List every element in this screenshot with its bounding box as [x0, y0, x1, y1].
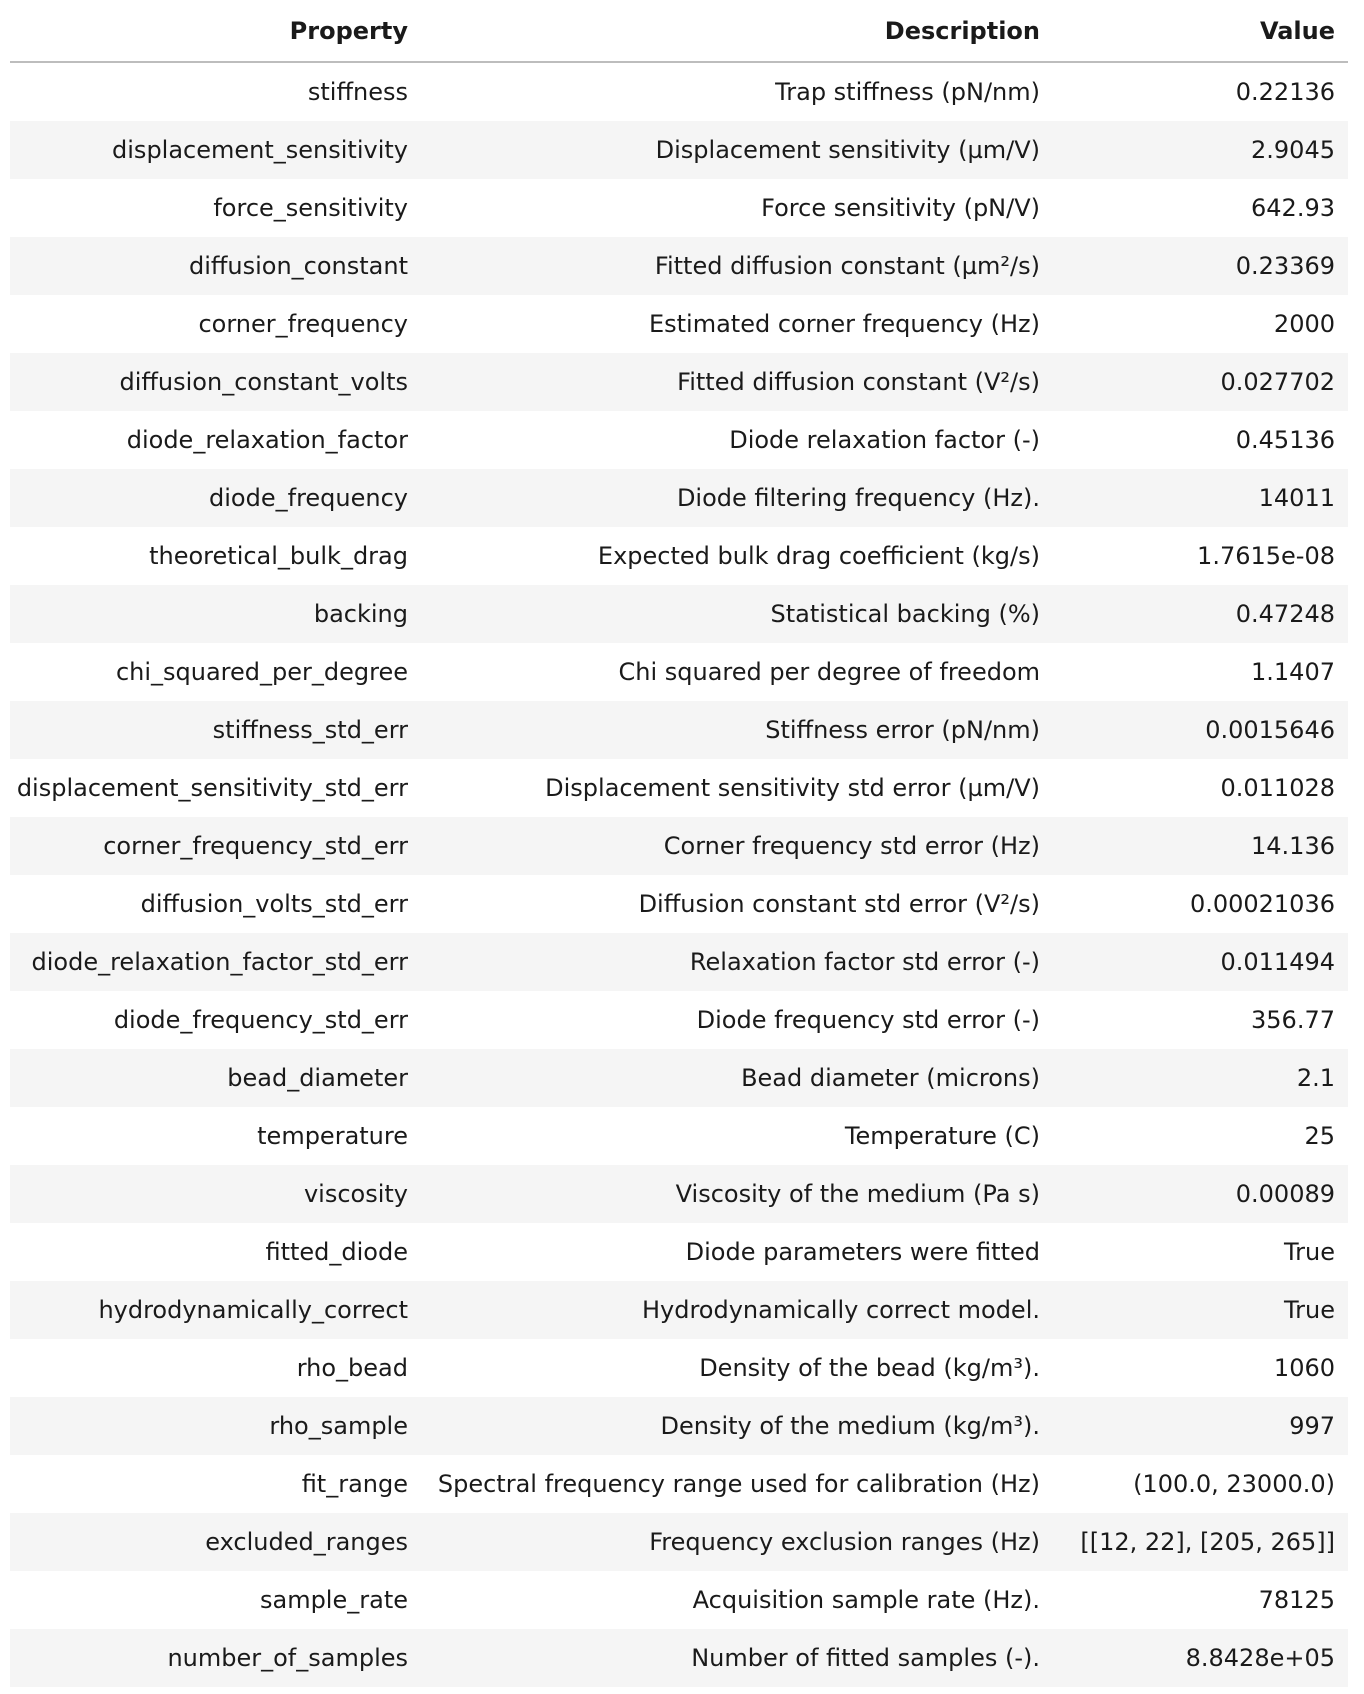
- cell-value: 1060: [1053, 1339, 1348, 1397]
- cell-property: diffusion_constant_volts: [10, 353, 421, 411]
- table-row: [10, 585, 1348, 643]
- table-row: [10, 1339, 1348, 1397]
- cell-description: Force sensitivity (pN/V): [421, 179, 1053, 237]
- cell-value: (100.0, 23000.0): [1053, 1455, 1348, 1513]
- header-description: Description: [421, 0, 1053, 62]
- cell-property: diode_relaxation_factor_std_err: [10, 933, 421, 991]
- cell-value: 0.45136: [1053, 411, 1348, 469]
- header-row: [10, 0, 1348, 62]
- cell-description: Stiffness error (pN/nm): [421, 701, 1053, 759]
- cell-description: Viscosity of the medium (Pa s): [421, 1165, 1053, 1223]
- cell-value: True: [1053, 1223, 1348, 1281]
- cell-description: Relaxation factor std error (-): [421, 933, 1053, 991]
- cell-property: rho_bead: [10, 1339, 421, 1397]
- cell-value: 8.8428e+05: [1053, 1629, 1348, 1687]
- cell-value: 2.1: [1053, 1049, 1348, 1107]
- cell-description: Temperature (C): [421, 1107, 1053, 1165]
- cell-value: 0.23369: [1053, 237, 1348, 295]
- cell-value: 1.7615e-08: [1053, 527, 1348, 585]
- cell-property: bead_diameter: [10, 1049, 421, 1107]
- table-row: [10, 1223, 1348, 1281]
- cell-property: diode_frequency_std_err: [10, 991, 421, 1049]
- cell-value: 14.136: [1053, 817, 1348, 875]
- cell-description: Statistical backing (%): [421, 585, 1053, 643]
- cell-description: Diode frequency std error (-): [421, 991, 1053, 1049]
- table-row: [10, 295, 1348, 353]
- cell-description: Displacement sensitivity std error (µm/V): [421, 759, 1053, 817]
- table-row: [10, 1397, 1348, 1455]
- cell-description: Diode relaxation factor (-): [421, 411, 1053, 469]
- cell-property: chi_squared_per_degree: [10, 643, 421, 701]
- table-row: [10, 817, 1348, 875]
- cell-description: Estimated corner frequency (Hz): [421, 295, 1053, 353]
- cell-description: Chi squared per degree of freedom: [421, 643, 1053, 701]
- table-row: [10, 991, 1348, 1049]
- cell-value: 2000: [1053, 295, 1348, 353]
- cell-description: Diffusion constant std error (V²/s): [421, 875, 1053, 933]
- cell-description: Frequency exclusion ranges (Hz): [421, 1513, 1053, 1571]
- table-row: [10, 1571, 1348, 1629]
- table-row: [10, 1513, 1348, 1571]
- cell-property: excluded_ranges: [10, 1513, 421, 1571]
- table-row: [10, 1107, 1348, 1165]
- cell-value: 0.22136: [1053, 62, 1348, 121]
- cell-description: Bead diameter (microns): [421, 1049, 1053, 1107]
- table-row: [10, 237, 1348, 295]
- cell-value: 1.1407: [1053, 643, 1348, 701]
- cell-property: rho_sample: [10, 1397, 421, 1455]
- table-row: [10, 643, 1348, 701]
- cell-value: 78125: [1053, 1571, 1348, 1629]
- cell-description: Fitted diffusion constant (V²/s): [421, 353, 1053, 411]
- cell-value: True: [1053, 1281, 1348, 1339]
- table-row: [10, 759, 1348, 817]
- table-row: [10, 1455, 1348, 1513]
- cell-description: Density of the medium (kg/m³).: [421, 1397, 1053, 1455]
- cell-value: [[12, 22], [205, 265]]: [1053, 1513, 1348, 1571]
- calibration-table: [10, 0, 1348, 1687]
- table-row: [10, 527, 1348, 585]
- cell-value: 0.00021036: [1053, 875, 1348, 933]
- table-row: [10, 411, 1348, 469]
- cell-description: Trap stiffness (pN/nm): [421, 62, 1053, 121]
- cell-description: Expected bulk drag coefficient (kg/s): [421, 527, 1053, 585]
- cell-value: 0.47248: [1053, 585, 1348, 643]
- cell-value: 0.00089: [1053, 1165, 1348, 1223]
- cell-value: 0.011494: [1053, 933, 1348, 991]
- table-row: [10, 62, 1348, 121]
- table-row: [10, 1165, 1348, 1223]
- calibration-table-container: [10, 0, 1348, 1687]
- cell-property: stiffness: [10, 62, 421, 121]
- cell-property: backing: [10, 585, 421, 643]
- cell-property: fit_range: [10, 1455, 421, 1513]
- cell-value: 997: [1053, 1397, 1348, 1455]
- cell-property: fitted_diode: [10, 1223, 421, 1281]
- cell-property: sample_rate: [10, 1571, 421, 1629]
- cell-description: Acquisition sample rate (Hz).: [421, 1571, 1053, 1629]
- cell-value: 14011: [1053, 469, 1348, 527]
- cell-description: Spectral frequency range used for calibration (Hz): [421, 1455, 1053, 1513]
- header-property: Property: [10, 0, 421, 62]
- cell-value: 0.011028: [1053, 759, 1348, 817]
- cell-value: 0.027702: [1053, 353, 1348, 411]
- cell-property: displacement_sensitivity_std_err: [10, 759, 421, 817]
- table-row: [10, 179, 1348, 237]
- cell-property: force_sensitivity: [10, 179, 421, 237]
- cell-property: theoretical_bulk_drag: [10, 527, 421, 585]
- cell-property: diode_frequency: [10, 469, 421, 527]
- cell-property: displacement_sensitivity: [10, 121, 421, 179]
- cell-description: Diode filtering frequency (Hz).: [421, 469, 1053, 527]
- cell-value: 25: [1053, 1107, 1348, 1165]
- table-row: [10, 1049, 1348, 1107]
- cell-property: hydrodynamically_correct: [10, 1281, 421, 1339]
- cell-property: viscosity: [10, 1165, 421, 1223]
- table-row: [10, 875, 1348, 933]
- cell-description: Density of the bead (kg/m³).: [421, 1339, 1053, 1397]
- table-row: [10, 121, 1348, 179]
- cell-description: Fitted diffusion constant (µm²/s): [421, 237, 1053, 295]
- cell-property: stiffness_std_err: [10, 701, 421, 759]
- cell-description: Hydrodynamically correct model.: [421, 1281, 1053, 1339]
- table-row: [10, 933, 1348, 991]
- cell-description: Displacement sensitivity (µm/V): [421, 121, 1053, 179]
- table-row: [10, 1281, 1348, 1339]
- table-row: [10, 1629, 1348, 1687]
- table-body: [10, 62, 1348, 1687]
- table-row: [10, 701, 1348, 759]
- table-header: [10, 0, 1348, 62]
- cell-property: diode_relaxation_factor: [10, 411, 421, 469]
- cell-property: diffusion_constant: [10, 237, 421, 295]
- cell-description: Diode parameters were fitted: [421, 1223, 1053, 1281]
- cell-property: corner_frequency_std_err: [10, 817, 421, 875]
- cell-value: 0.0015646: [1053, 701, 1348, 759]
- cell-property: temperature: [10, 1107, 421, 1165]
- cell-description: Number of fitted samples (-).: [421, 1629, 1053, 1687]
- cell-value: 2.9045: [1053, 121, 1348, 179]
- cell-description: Corner frequency std error (Hz): [421, 817, 1053, 875]
- cell-value: 356.77: [1053, 991, 1348, 1049]
- table-row: [10, 469, 1348, 527]
- cell-property: number_of_samples: [10, 1629, 421, 1687]
- header-value: Value: [1053, 0, 1348, 62]
- cell-value: 642.93: [1053, 179, 1348, 237]
- cell-property: corner_frequency: [10, 295, 421, 353]
- table-row: [10, 353, 1348, 411]
- cell-property: diffusion_volts_std_err: [10, 875, 421, 933]
